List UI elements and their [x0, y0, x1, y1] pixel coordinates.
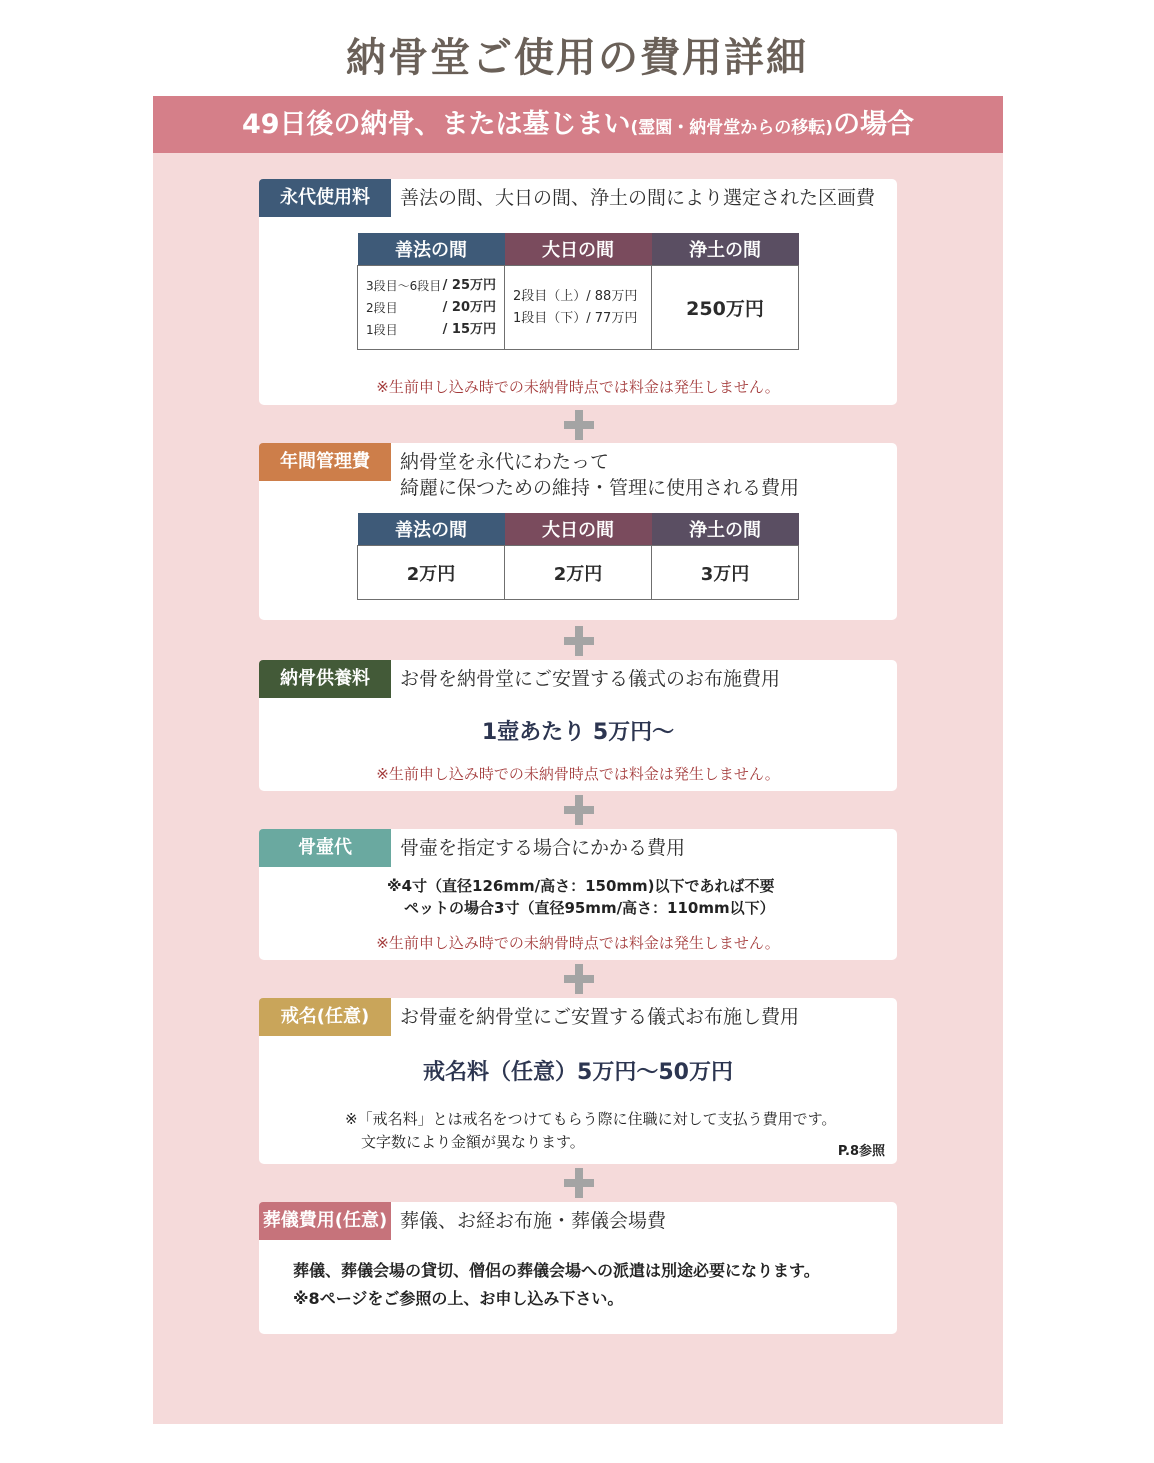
kuyou-tag: 納骨供養料 — [259, 660, 391, 698]
banner-tail: の場合 — [833, 109, 915, 140]
banner-small: (霊園・納骨堂からの移転) — [630, 118, 834, 138]
kotsutsubo-line1: ※4寸（直径126mm/高さ：150mm)以下であれば不要 — [387, 877, 775, 895]
kaimyo-desc: お骨壷を納骨堂にご安置する儀式お布施し費用 — [400, 1006, 800, 1028]
kaimyo-note2: 文字数により金額が異なります。 — [361, 1133, 585, 1151]
hall-header-dainichi: 大日の間 — [505, 513, 652, 546]
eitai-desc: 善法の間、大日の間、浄土の間により選定された区画費 — [400, 187, 876, 209]
zenpo-row — [358, 297, 504, 319]
nenkan-desc — [400, 449, 799, 501]
kaimyo-price: 戒名料（任意）5万円〜50万円 — [423, 1060, 733, 1085]
plus-icon — [564, 795, 594, 825]
zenpo-row-label: 3段目〜6段目 — [366, 278, 442, 293]
kotsutsubo-card — [259, 829, 897, 960]
jodo-price: 250万円 — [652, 266, 799, 350]
page-title: 納骨堂ご使用の費用詳細 — [346, 34, 808, 81]
sougi-tag: 葬儀費用(任意) — [259, 1202, 391, 1240]
zenpo-row — [358, 275, 504, 297]
kotsutsubo-note: ※生前申し込み時での未納骨時点では料金は発生しません。 — [376, 934, 780, 952]
nenkan-price-dainichi: 2万円 — [505, 546, 652, 600]
hall-header-jodo: 浄土の間 — [652, 233, 799, 266]
plus-icon — [564, 410, 594, 440]
plus-icon — [564, 1168, 594, 1198]
zenpo-row-label: 2段目 — [366, 300, 398, 315]
kaimyo-note1: ※「戒名料」とは戒名をつけてもらう際に住職に対して支払う費用です。 — [345, 1110, 837, 1128]
section-banner — [153, 96, 1003, 153]
content-panel — [153, 96, 1003, 1424]
zenpo-row-price: / 20万円 — [442, 299, 496, 315]
nenkan-card — [259, 443, 897, 620]
eitai-card — [259, 179, 897, 405]
sougi-card — [259, 1202, 897, 1334]
nenkan-price-zenpo: 2万円 — [358, 546, 505, 600]
hall-header-zenpo: 善法の間 — [358, 513, 505, 546]
nenkan-desc-line2: 綺麗に保つための維持・管理に使用される費用 — [400, 477, 800, 499]
zenpo-row-price: / 25万円 — [442, 277, 496, 293]
nenkan-price-jodo: 3万円 — [652, 546, 799, 600]
hall-header-dainichi: 大日の間 — [505, 233, 652, 266]
kuyou-note: ※生前申し込み時での未納骨時点では料金は発生しません。 — [376, 765, 780, 783]
nenkan-tag: 年間管理費 — [259, 443, 391, 481]
kotsutsubo-tag: 骨壷代 — [259, 829, 391, 867]
zenpo-row-price: / 15万円 — [442, 321, 496, 337]
zenpo-row-label: 1段目 — [366, 322, 398, 337]
hall-header-zenpo: 善法の間 — [358, 233, 505, 266]
kotsutsubo-desc: 骨壷を指定する場合にかかる費用 — [400, 837, 686, 859]
dainichi-line: 1段目（下）/ 77万円 — [513, 310, 638, 326]
sougi-desc: 葬儀、お経お布施・葬儀会場費 — [400, 1210, 667, 1232]
kaimyo-tag: 戒名(任意) — [259, 998, 391, 1036]
kuyou-price: 1壺あたり 5万円〜 — [481, 720, 675, 745]
kuyou-desc: お骨を納骨堂にご安置する儀式のお布施費用 — [400, 668, 781, 690]
eitai-note: ※生前申し込み時での未納骨時点では料金は発生しません。 — [376, 378, 780, 396]
eitai-table — [357, 233, 799, 350]
banner-main: 49日後の納骨、または墓じまい — [241, 109, 631, 140]
plus-icon — [564, 626, 594, 656]
nenkan-table — [357, 513, 799, 600]
eitai-tag: 永代使用料 — [259, 179, 391, 217]
kaimyo-card — [259, 998, 897, 1164]
sougi-line1: 葬儀、葬儀会場の貸切、僧侶の葬儀会場への派遣は別途必要になります。 — [293, 1261, 820, 1280]
kuyou-card — [259, 660, 897, 791]
hall-header-jodo: 浄土の間 — [652, 513, 799, 546]
dainichi-line: 2段目（上）/ 88万円 — [513, 288, 638, 304]
nenkan-desc-line1: 納骨堂を永代にわたって — [400, 451, 610, 473]
kotsutsubo-line2: ペットの場合3寸（直径95mm/高さ：110mm以下） — [404, 899, 775, 917]
dainichi-prices — [505, 266, 652, 350]
zenpo-row — [358, 319, 504, 341]
sougi-line2: ※8ページをご参照の上、お申し込み下さい。 — [293, 1289, 624, 1308]
kaimyo-ref: P.8参照 — [837, 1144, 885, 1159]
zenpo-prices — [358, 266, 505, 350]
plus-icon — [564, 964, 594, 994]
